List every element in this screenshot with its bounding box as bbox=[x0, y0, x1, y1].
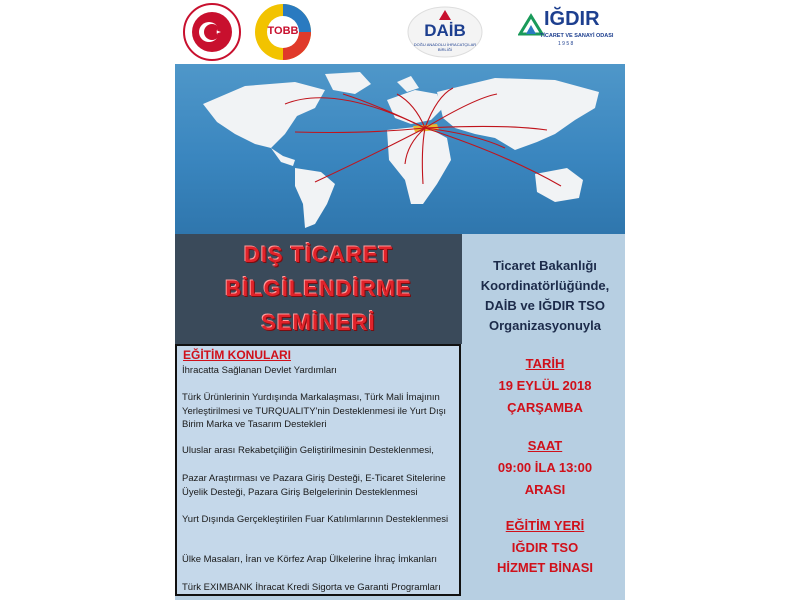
topic-item: Uluslar arası Rekabetçiliğin Geliştirilmesinin Desteklenmesi, bbox=[182, 445, 434, 456]
ministry-logo bbox=[181, 2, 243, 62]
tobb-logo bbox=[247, 2, 319, 62]
igdir-subtitle: TİCARET VE SANAYİ ODASI bbox=[540, 33, 614, 39]
venue-label: EĞİTİM YERİ bbox=[505, 518, 585, 533]
seminar-title-box bbox=[175, 234, 462, 344]
title-line-2: BİLGİLENDİRME bbox=[225, 276, 412, 301]
daib-text: DAİB bbox=[424, 21, 466, 40]
title-line-1: DIŞ TİCARET bbox=[243, 242, 394, 267]
day-value: ÇARŞAMBA bbox=[507, 400, 583, 415]
organizer-line-2: Koordinatörlüğünde, bbox=[480, 278, 610, 293]
tobb-text: TOBB bbox=[267, 25, 299, 37]
topic-item: Pazar Araştırması ve Pazara Giriş Desteği, E-Ticaret Sitelerine Üyelik Desteği, Pazara Giriş Belgelerinin Desteklenmesi bbox=[182, 473, 446, 498]
igdir-tso-logo bbox=[518, 8, 620, 58]
organizer-line-3: DAİB ve IĞDIR TSO bbox=[485, 298, 605, 313]
daib-logo bbox=[405, 4, 485, 60]
time-suffix: ARASI bbox=[524, 482, 566, 497]
topic-item: Yurt Dışında Gerçekleştirilen Fuar Katılımlarının Desteklenmesi bbox=[182, 514, 449, 525]
time-value: 09:00 İLA 13:00 bbox=[497, 460, 593, 475]
world-map bbox=[175, 64, 625, 234]
time-label: SAAT bbox=[527, 438, 563, 453]
venue-value: IĞDIR TSO bbox=[511, 540, 579, 555]
seminar-poster bbox=[175, 0, 625, 600]
topic-item: Ülke Masaları, İran ve Körfez Arap Ülkelerine İhraç İmkanları bbox=[182, 554, 438, 565]
logo-bar bbox=[175, 0, 625, 64]
topic-item: İhracatta Sağlanan Devlet Yardımları bbox=[182, 365, 337, 376]
title-line-3: SEMİNERİ bbox=[261, 310, 376, 335]
topics-heading: EĞİTİM KONULARI bbox=[183, 348, 291, 362]
organizer-line-1: Ticaret Bakanlığı bbox=[493, 258, 597, 273]
topic-item: Türk Ürünlerinin Yurdışında Markalaşması, Türk Mali İmajının Yerleştirilmesi ve TURQUALITY'nin Desteklenmesi ile Yurt Dışı Birim Marka ve Tasarım Destekleri bbox=[182, 392, 447, 430]
venue-building: HİZMET BİNASI bbox=[496, 560, 594, 575]
igdir-text: IĞDIR bbox=[544, 8, 600, 30]
igdir-year: 1 9 5 8 bbox=[558, 41, 574, 47]
topic-item: Türk EXIMBANK İhracat Kredi Sigorta ve Garanti Programları bbox=[182, 582, 441, 593]
date-label: TARİH bbox=[525, 356, 565, 371]
daib-subtitle: DOĞU ANADOLU İHRACATÇILAR BİRLİĞİ bbox=[413, 42, 477, 52]
date-value: 19 EYLÜL 2018 bbox=[498, 378, 592, 393]
event-details bbox=[465, 234, 625, 600]
organizer-line-4: Organizasyonuyla bbox=[489, 318, 601, 333]
training-topics-box bbox=[175, 344, 461, 596]
